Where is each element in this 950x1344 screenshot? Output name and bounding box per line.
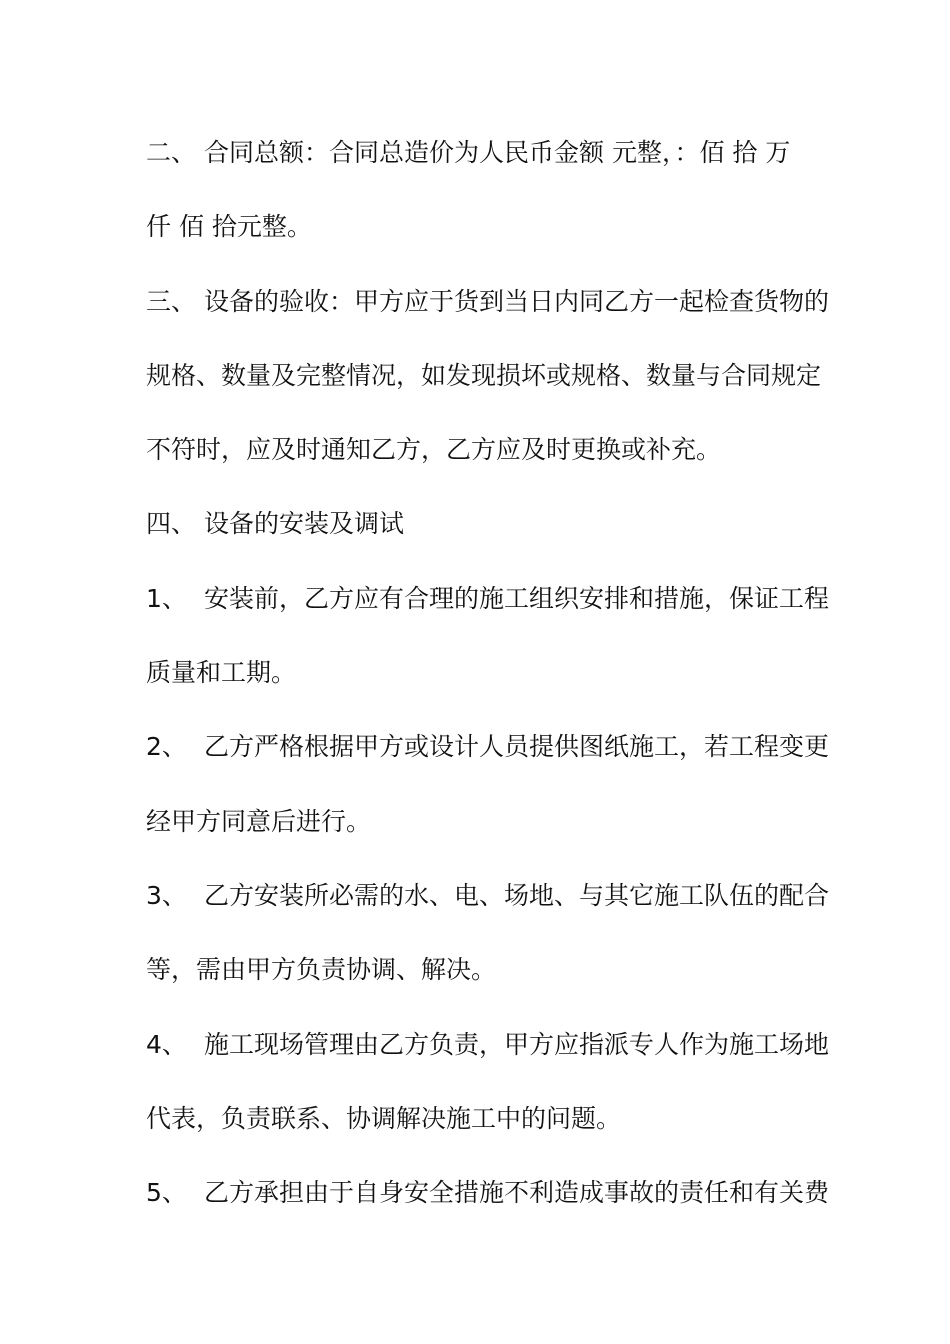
- line-text: 乙方安装所必需的水、电、场地、与其它施工队伍的配合: [204, 880, 830, 910]
- clause-number: 三、: [146, 286, 197, 316]
- text-line: [146, 354, 822, 428]
- line-text: 设备的验收：甲方应于货到当日内同乙方一起检查货物的: [204, 286, 830, 316]
- text-line: [146, 577, 830, 651]
- text-line: [146, 280, 830, 354]
- clause-number: 2、: [146, 732, 187, 762]
- line-text: 不符时，应及时通知乙方，乙方应及时更换或补充。: [146, 435, 722, 465]
- text-line: [146, 948, 808, 1022]
- clause-number: 5、: [146, 1178, 187, 1208]
- clause-number: 4、: [146, 1029, 187, 1059]
- line-text: 仟 佰 拾元整。: [146, 212, 312, 242]
- clause-number: 二、: [146, 138, 197, 167]
- line-text: 规格、数量及完整情况，如发现损坏或规格、数量与合同规定: [146, 360, 822, 390]
- line-text: 乙方严格根据甲方或设计人员提供图纸施工，若工程变更: [204, 732, 830, 762]
- clause-number: 1、: [146, 583, 187, 613]
- line-text: 安装前，乙方应有合理的施工组织安排和措施，保证工程: [204, 583, 830, 613]
- text-line: [146, 1097, 808, 1171]
- line-text: 经甲方同意后进行。: [146, 806, 372, 836]
- line-text: 代表，负责联系、协调解决施工中的问题。: [146, 1103, 622, 1133]
- text-line: [146, 651, 808, 725]
- line-text: 施工现场管理由乙方负责，甲方应指派专人作为施工场地: [204, 1029, 830, 1059]
- text-line: [146, 502, 808, 576]
- line-text: 设备的安装及调试: [204, 509, 405, 539]
- line-text: 等，需由甲方负责协调、解决。: [146, 955, 497, 985]
- text-line: [146, 874, 830, 948]
- text-line: [146, 428, 808, 502]
- text-line: [146, 205, 808, 279]
- line-text: 合同总额：合同总造价为人民币金额 元整，：佰 拾 万: [204, 138, 791, 167]
- text-line: [146, 800, 808, 874]
- text-line: [146, 131, 808, 205]
- text-line: [146, 1171, 830, 1245]
- line-text: 乙方承担由于自身安全措施不利造成事故的责任和有关费: [204, 1178, 830, 1208]
- text-line: [146, 1023, 830, 1097]
- text-line: [146, 725, 830, 799]
- document-body: [146, 131, 830, 1245]
- clause-number: 四、: [146, 509, 197, 539]
- line-text: 质量和工期。: [146, 658, 297, 688]
- clause-number: 3、: [146, 880, 187, 910]
